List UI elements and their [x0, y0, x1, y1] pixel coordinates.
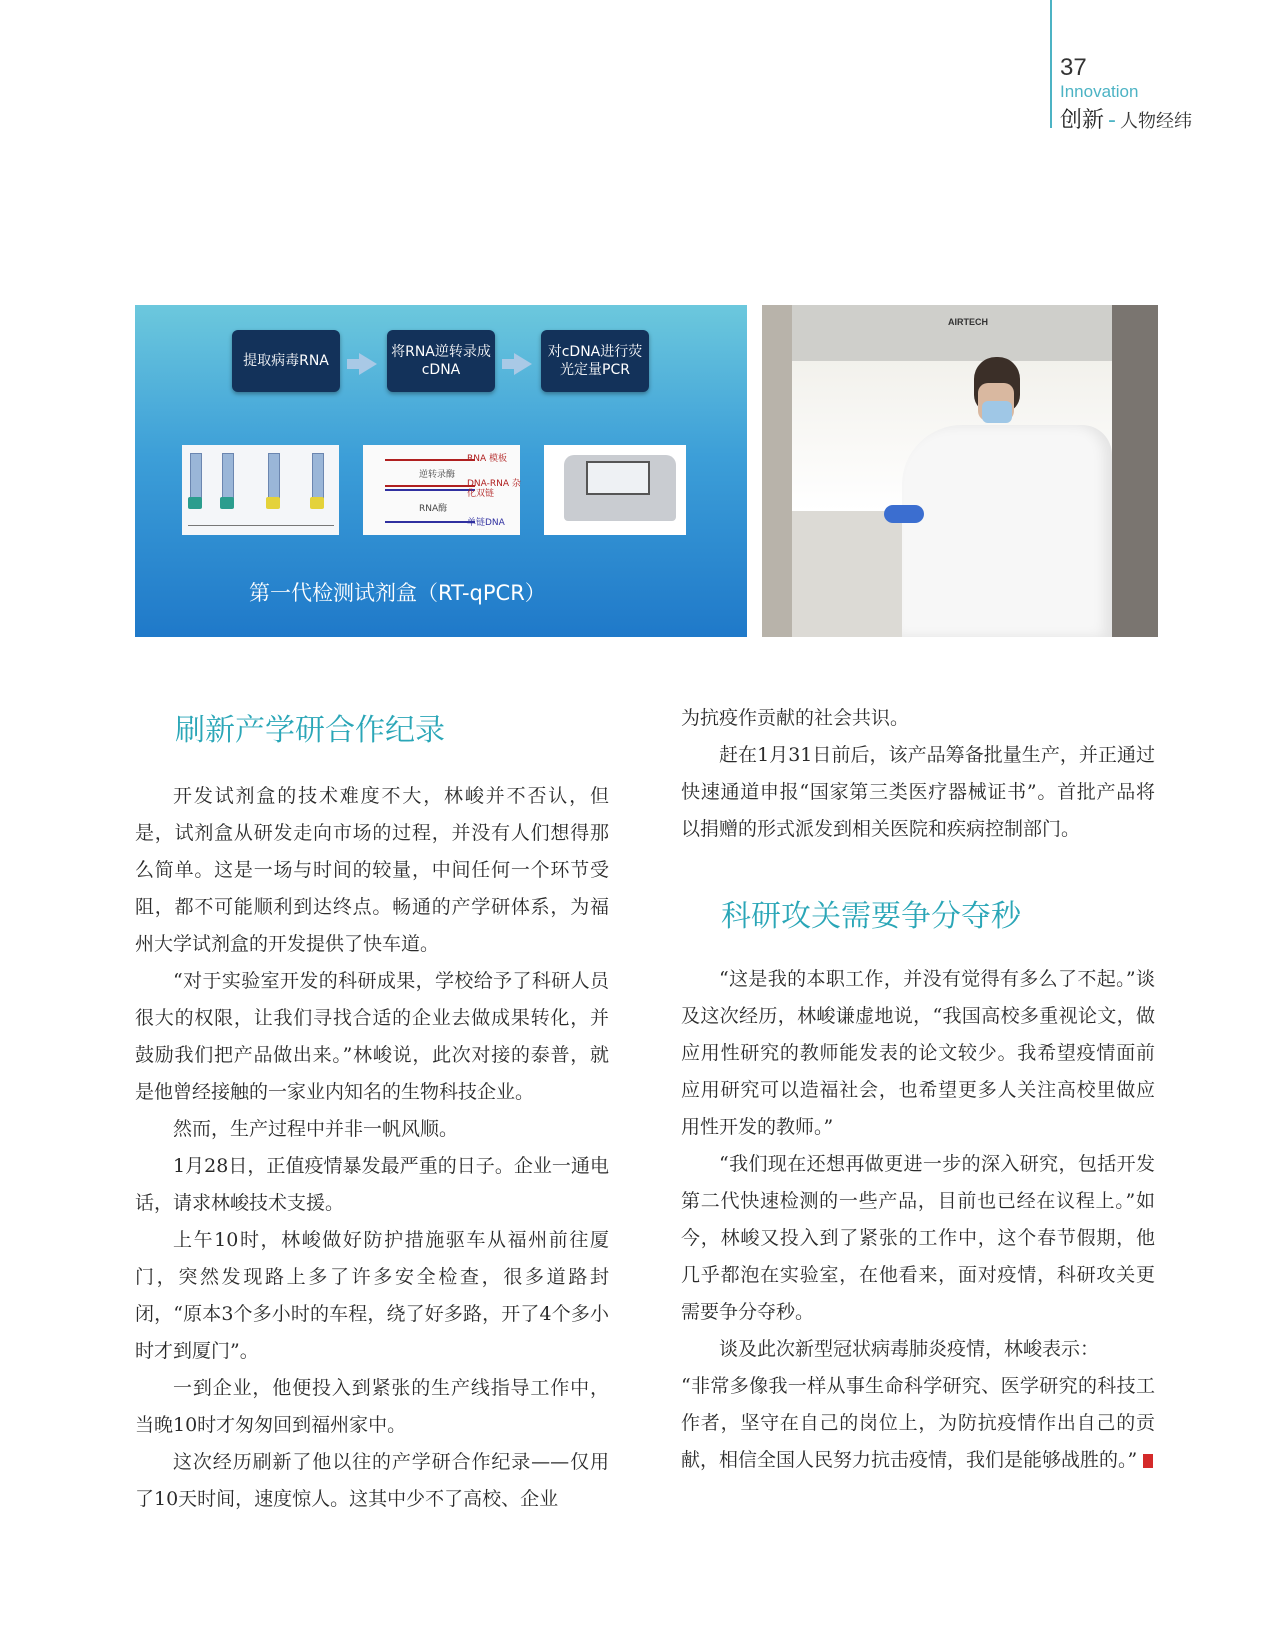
tube-shape — [222, 453, 234, 503]
paragraph: 这次经历刷新了他以往的产学研合作纪录——仅用了10天时间，速度惊人。这其中少不了高校、企业 — [135, 1451, 609, 1510]
cup-shape — [310, 497, 324, 509]
paragraph: 一到企业，他便投入到紧张的生产线指导工作中，当晚10时才匆匆回到福州家中。 — [135, 1377, 609, 1436]
left-wall — [762, 305, 792, 637]
cabinet-top-panel — [792, 305, 1112, 361]
subsection-cn: 人物经纬 — [1119, 111, 1192, 132]
extraction-illustration — [182, 445, 339, 535]
tube-shape — [268, 453, 280, 503]
researcher-lab-coat — [902, 425, 1112, 637]
paragraph: 上午10时，林峻做好防护措施驱车从福州前往厦门，突然发现路上多了许多安全检查，很多道路封闭，“原本3个多小时的车程，绕了好多路，开了4个多小时才到厦门”。 — [135, 1229, 609, 1362]
paragraph: 然而，生产过程中并非一帆风顺。 — [173, 1118, 459, 1140]
researcher-mask — [982, 401, 1012, 423]
figure-caption: 第一代检测试剂盒（RT-qPCR） — [249, 581, 546, 605]
tube-shape — [190, 453, 202, 503]
closing-quote: “非常多像我一样从事生命科学研究、医学研究的科技工作者，坚守在自己的岗位上，为防抗疫情作出自己的贡献，相信全国人民努力抗击疫情，我们是能够战胜的。” — [681, 1375, 1155, 1471]
paragraph: 开发试剂盒的技术难度不大，林峻并不否认，但是，试剂盒从研发走向市场的过程，并没有人们想得那么简单。这是一场与时间的较量，中间任何一个环节受阻，都不可能顺利到达终点。畅通的产学研体系，为福州大学试剂盒的开发提供了快车道。 — [135, 785, 609, 955]
hybrid-label: DNA-RNA 杂化双链 — [467, 479, 521, 499]
rnase-label: RNA酶 — [419, 504, 448, 514]
tube-shape — [312, 453, 324, 503]
pcr-machine-image — [544, 445, 686, 535]
step-extract-rna: 提取病毒RNA — [232, 330, 340, 392]
quote-paragraph — [681, 1368, 1155, 1479]
rna-strand — [385, 459, 475, 461]
rna-template-label: RNA 模板 — [467, 454, 508, 464]
pcr-machine-screen — [586, 461, 650, 495]
reverse-transcriptase-label: 逆转录酶 — [419, 470, 456, 480]
paragraph-continuation: 为抗疫作贡献的社会共识。 — [681, 707, 910, 729]
right-heading: 科研攻关需要争分夺秒 — [721, 899, 1021, 934]
axis-line — [188, 525, 334, 526]
left-heading: 刷新产学研合作纪录 — [175, 713, 445, 748]
lab-photo — [762, 305, 1158, 637]
section-cn: 创新 — [1060, 108, 1105, 133]
cup-shape — [266, 497, 280, 509]
step-qpcr: 对cDNA进行荧光定量PCR — [541, 330, 649, 392]
header-divider-line — [1050, 0, 1052, 128]
researcher-glove — [884, 505, 924, 523]
section-title — [1060, 103, 1192, 134]
section-dash: - — [1108, 108, 1116, 133]
rt-qpcr-figure — [135, 305, 747, 637]
single-dna-label: 单链DNA — [467, 518, 505, 528]
right-wall — [1112, 305, 1158, 637]
hybrid-strand-rna — [385, 485, 475, 487]
cup-shape — [220, 497, 234, 509]
single-dna-strand — [385, 521, 475, 523]
step-reverse-transcribe: 将RNA逆转录成cDNA — [387, 330, 495, 392]
page-number: 37 — [1060, 54, 1087, 81]
right-column-body — [681, 961, 1155, 1479]
paragraph: 1月28日，正值疫情暴发最严重的日子。企业一通电话，请求林峻技术支援。 — [135, 1155, 609, 1214]
paragraph: 赶在1月31日前后，该产品筹备批量生产，并正通过快速通道申报“国家第三类医疗器械证书”。首批产品将以捐赠的形式派发到相关医院和疾病控制部门。 — [681, 744, 1155, 840]
arrow-icon — [514, 353, 532, 375]
paragraph: 谈及此次新型冠状病毒肺炎疫情，林峻表示： — [719, 1338, 1100, 1360]
cup-shape — [188, 497, 202, 509]
arrow-icon — [359, 353, 377, 375]
left-column-body — [135, 778, 609, 1518]
paragraph: “这是我的本职工作，并没有觉得有多么了不起。”谈及这次经历，林峻谦虚地说，“我国高校多重视论文，做应用性研究的教师能发表的论文较少。我希望疫情面前应用研究可以造福社会，也希望更多人关注高校里做应用性开发的教师。” — [681, 968, 1155, 1138]
paragraph: “对于实验室开发的科研成果，学校给予了科研人员很大的权限，让我们寻找合适的企业去做成果转化，并鼓励我们把产品做出来。”林峻说，此次对接的泰普，就是他曾经接触的一家业内知名的生物科技企业。 — [135, 970, 609, 1103]
paragraph: “我们现在还想再做更进一步的深入研究，包括开发第二代快速检测的一些产品，目前也已经在议程上。”如今，林峻又投入到了紧张的工作中，这个春节假期，他几乎都泡在实验室，在他看来，面对疫情，科研攻关更需要争分夺秒。 — [681, 1153, 1155, 1323]
reverse-transcription-diagram — [363, 445, 520, 535]
cabinet-brand: AIRTECH — [948, 317, 988, 327]
right-column-top — [681, 700, 1155, 848]
end-mark-icon — [1143, 1454, 1153, 1468]
section-english: Innovation — [1060, 82, 1139, 101]
hybrid-strand-dna — [385, 489, 475, 491]
